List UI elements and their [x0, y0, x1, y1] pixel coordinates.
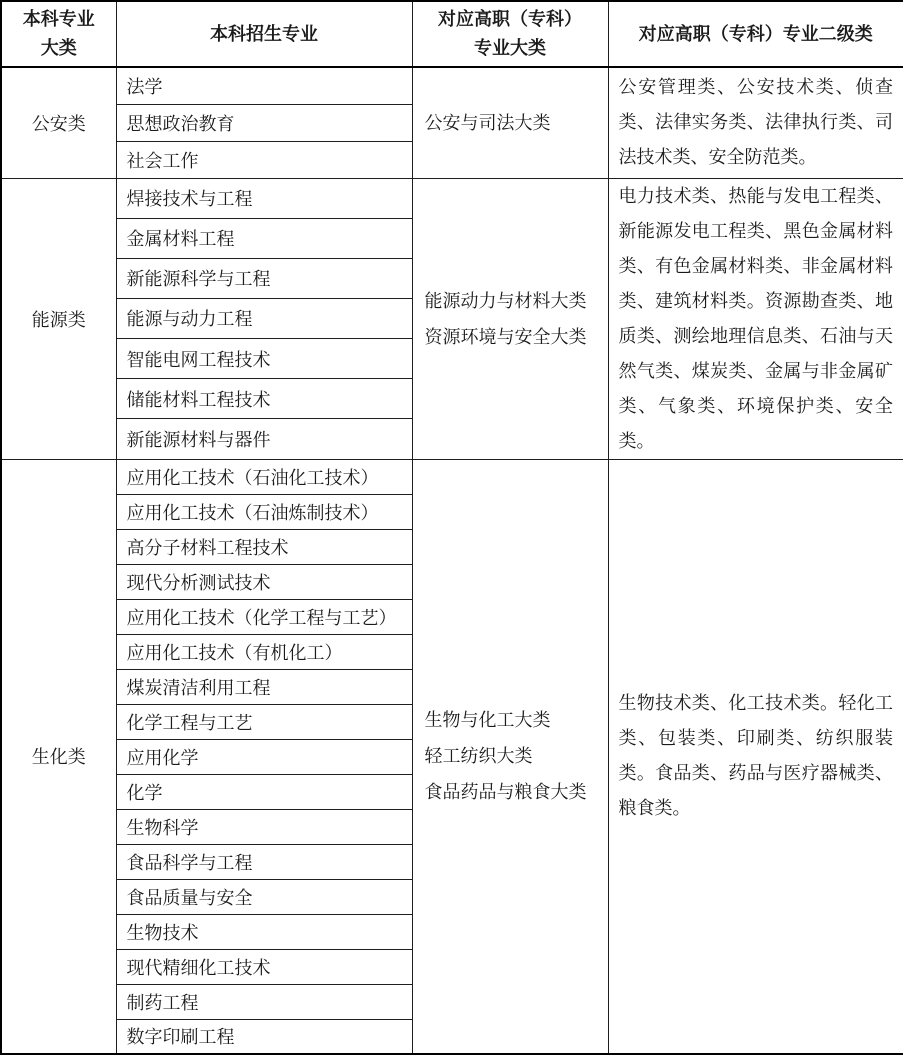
- major-cell: 化学: [116, 774, 412, 809]
- major-cell: 现代精细化工技术: [116, 949, 412, 984]
- header-secondary-category: 对应高职（专科）专业二级类: [608, 1, 903, 67]
- major-cell: 食品科学与工程: [116, 844, 412, 879]
- major-cell: 新能源材料与器件: [116, 419, 412, 459]
- major-cell: 思想政治教育: [116, 104, 412, 141]
- header-line: 本科专业: [22, 9, 95, 29]
- major-cell: 生物技术: [116, 914, 412, 949]
- header-undergrad-majors: 本科招生专业: [116, 1, 412, 67]
- major-cell: 化学工程与工艺: [116, 704, 412, 739]
- major-cell: 社会工作: [116, 141, 412, 178]
- major-cell: 生物科学: [116, 809, 412, 844]
- vocational-major-line: 资源环境与安全大类: [424, 326, 587, 347]
- vocational-major-line: 公安与司法大类: [424, 112, 551, 133]
- vocational-major-line: 生物与化工大类: [424, 710, 551, 731]
- major-cell: 应用化工技术（化学工程与工艺）: [116, 599, 412, 634]
- major-cell: 新能源科学与工程: [116, 258, 412, 298]
- category-cell: 生化类: [1, 459, 116, 1054]
- vocational-major-line: 食品药品与粮食大类: [424, 782, 587, 803]
- major-cell: 现代分析测试技术: [116, 564, 412, 599]
- major-cell: 应用化学: [116, 739, 412, 774]
- major-cell: 焊接技术与工程: [116, 178, 412, 218]
- vocational-major-cell: [412, 459, 608, 1054]
- major-cell: 法学: [116, 67, 412, 104]
- major-cell: 煤炭清洁利用工程: [116, 669, 412, 704]
- vocational-major-line: 能源动力与材料大类: [424, 290, 587, 311]
- table-body: [1, 67, 903, 1054]
- major-cell: 数字印刷工程: [116, 1019, 412, 1054]
- table-header: [1, 1, 903, 67]
- category-cell: 能源类: [1, 178, 116, 459]
- category-cell: 公安类: [1, 67, 116, 178]
- major-cell: 制药工程: [116, 984, 412, 1019]
- header-line: 专业大类: [474, 38, 546, 58]
- secondary-categories-cell: 生物技术类、化工技术类。轻化工类、包装类、印刷类、纺织服装类。食品类、药品与医疗器械类、粮食类。: [608, 459, 903, 1054]
- major-cell: 食品质量与安全: [116, 879, 412, 914]
- major-cell: 金属材料工程: [116, 218, 412, 258]
- major-cell: 应用化工技术（有机化工）: [116, 634, 412, 669]
- major-cell: 应用化工技术（石油炼制技术）: [116, 494, 412, 529]
- header-line: 对应高职（专科）: [438, 9, 582, 29]
- table-row: [1, 67, 903, 104]
- header-line: 大类: [40, 38, 77, 58]
- secondary-categories-cell: 电力技术类、热能与发电工程类、新能源发电工程类、黑色金属材料类、有色金属材料类、非金属材料类、建筑材料类。资源勘查类、地质类、测绘地理信息类、石油与天然气类、煤炭类、金属与非金属矿类、气象类、环境保护类、安全类。: [608, 178, 903, 459]
- vocational-major-line: 轻工纺织大类: [424, 746, 533, 767]
- secondary-categories-cell: 公安管理类、公安技术类、侦查类、法律实务类、法律执行类、司法技术类、安全防范类。: [608, 67, 903, 178]
- header-undergrad-category: [1, 1, 116, 67]
- vocational-major-cell: [412, 67, 608, 178]
- major-cell: 储能材料工程技术: [116, 379, 412, 419]
- table-row: [1, 459, 903, 494]
- header-row: [1, 1, 903, 67]
- major-cell: 应用化工技术（石油化工技术）: [116, 459, 412, 494]
- major-cell: 能源与动力工程: [116, 298, 412, 338]
- major-cell: 高分子材料工程技术: [116, 529, 412, 564]
- table-row: [1, 178, 903, 218]
- major-cell: 智能电网工程技术: [116, 339, 412, 379]
- vocational-major-cell: [412, 178, 608, 459]
- header-vocational-category: [412, 1, 608, 67]
